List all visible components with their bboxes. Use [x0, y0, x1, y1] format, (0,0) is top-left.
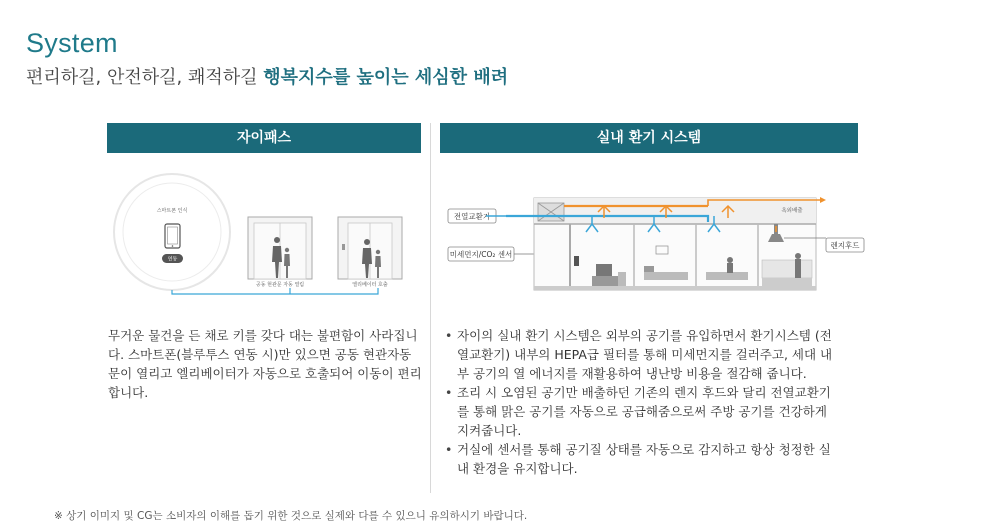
bullet-item: • 자이의 실내 환기 시스템은 외부의 공기를 유입하면서 환기시스템 (전열교환기) 내부의 HEPA급 필터를 통해 미세먼지를 걸러주고, 세대 내부 공기의 열 에너지를 재활용하여 냉난방 비용을 절감해 줍니다.: [445, 326, 840, 383]
ventilation-heading: 실내 환기 시스템: [440, 123, 858, 153]
subtitle-highlight: 행복지수를 높이는 세심한 배려: [263, 67, 509, 88]
svg-text:연동: 연동: [167, 256, 178, 263]
ventilation-bullets: [445, 326, 840, 478]
elevator-icon: [338, 217, 402, 279]
page-subtitle: [26, 63, 508, 89]
heat-exchanger-icon: [538, 203, 564, 221]
hood-label: 렌지후드: [830, 241, 860, 250]
sensor-label: 미세먼지/CO₂ 센서: [449, 250, 513, 259]
disclaimer-footnote: ※ 상기 이미지 및 CG는 소비자의 이해를 돕기 위한 것으로 실제와 다를 수 있으니 유의하시기 바랍니다.: [54, 510, 528, 522]
connector-line: [172, 288, 378, 294]
panel-divider: [430, 123, 431, 493]
bullet-item: • 조리 시 오염된 공기만 배출하던 기존의 렌지 후드와 달리 전열교환기를 통해 맑은 공기를 자동으로 공급해줌으로써 주방 공기를 건강하게 지켜줍니다.: [445, 383, 840, 440]
xi-pass-heading: 자이패스: [107, 123, 421, 153]
phone-caption: 스마트폰 인식: [156, 208, 188, 214]
smartphone-icon: [165, 224, 180, 248]
bullet-item: • 거실에 센서를 통해 공기질 상태를 자동으로 감지하고 항상 청정한 실내 환경을 유지합니다.: [445, 440, 840, 478]
entrance-door-icon: [248, 217, 312, 279]
xi-pass-illustration: [110, 170, 420, 310]
xi-pass-description: 무거운 물건을 든 채로 키를 갖다 대는 불편함이 사라집니다. 스마트폰(블루투스 연동 시)만 있으면 공동 현관자동문이 열리고 엘리베이터가 자동으로 호출되어 이동이 편리합니다.: [108, 328, 422, 400]
air-sensor-icon: [574, 256, 579, 266]
hrv-label: 전열교환기: [453, 212, 491, 221]
exhaust-label: 욕외배출: [781, 208, 803, 214]
door-caption-1: 공동 현관문 자동 열림: [255, 282, 305, 288]
ventilation-diagram: [446, 188, 866, 296]
subtitle-plain: 편리하길, 안전하길, 쾌적하길: [26, 67, 264, 88]
door-caption-2: 엘리베이터 호출: [352, 282, 388, 288]
page-title: System: [26, 28, 118, 58]
